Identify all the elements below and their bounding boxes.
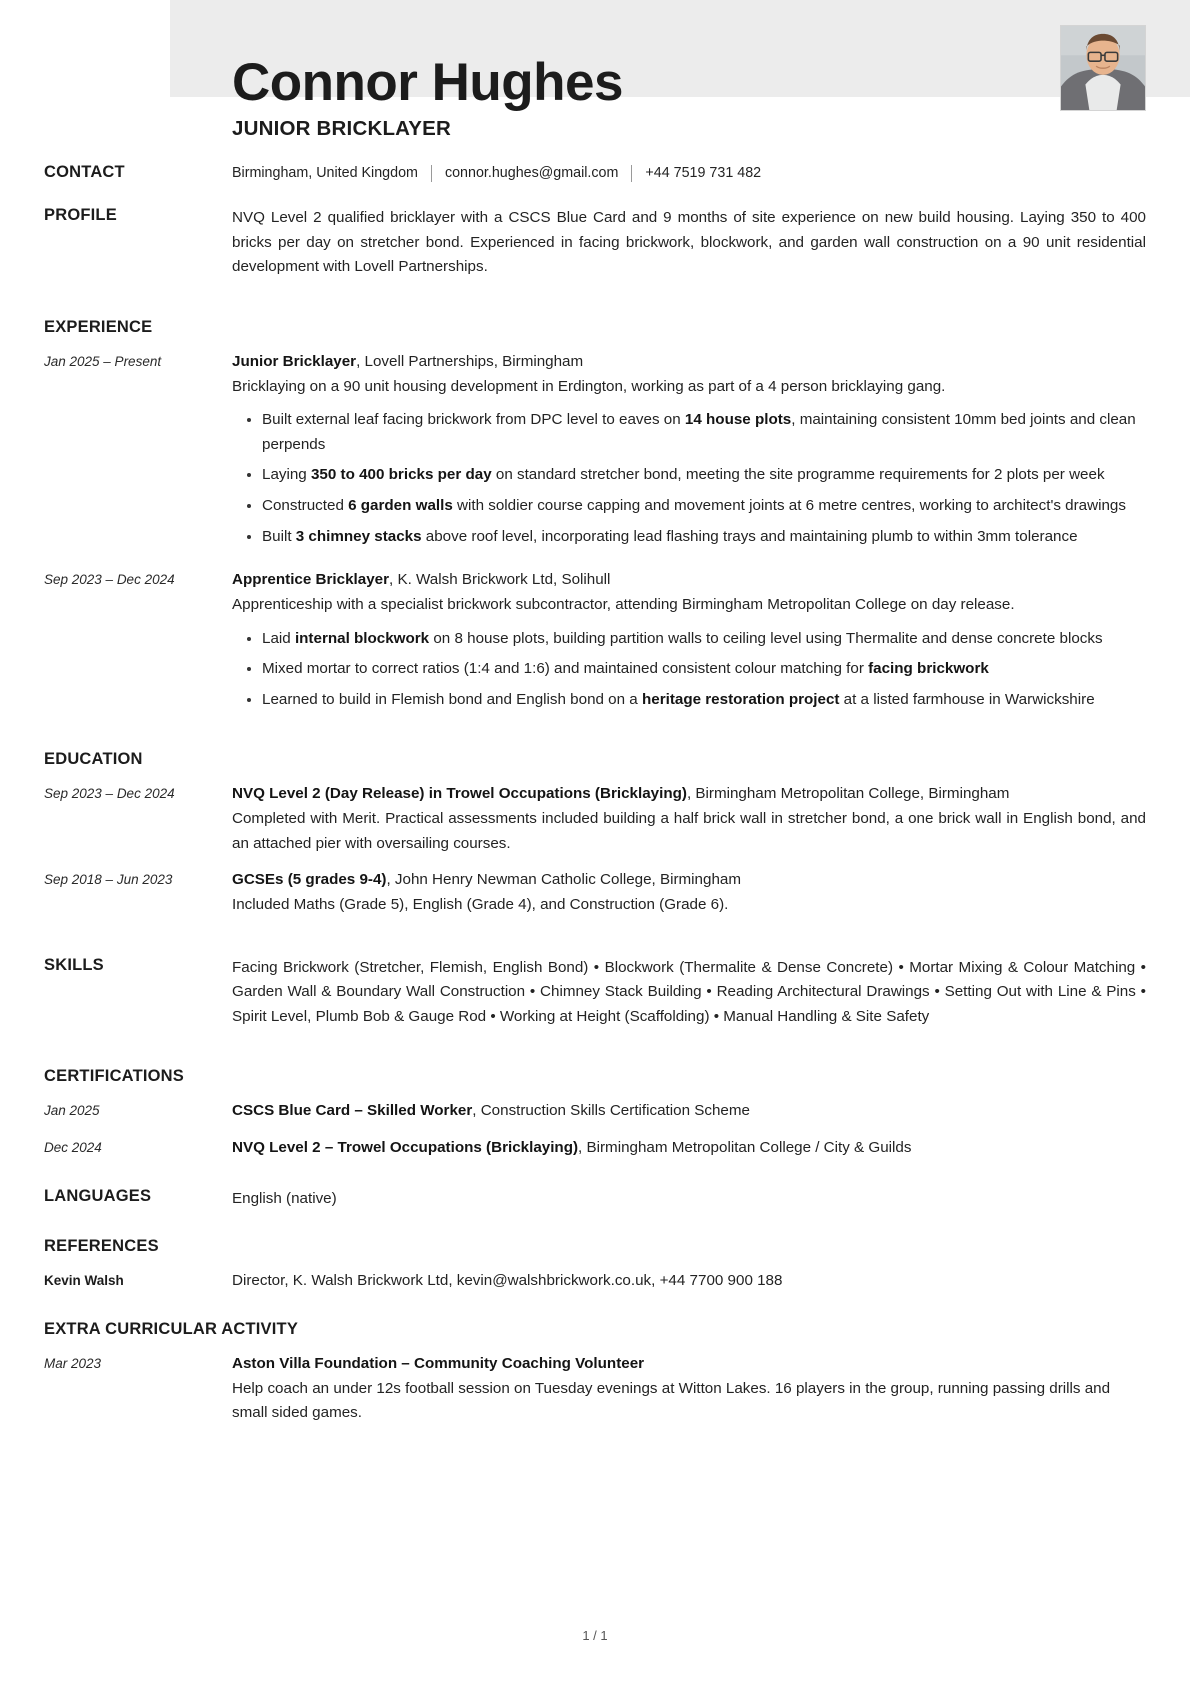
experience-entry-summary: Bricklaying on a 90 unit housing development in Erdington, working as part of a 4 person bricklaying gang. — [232, 377, 946, 395]
contact-phone[interactable]: +44 7519 731 482 — [645, 164, 762, 181]
experience-entry-role: Apprentice Bricklayer — [232, 571, 390, 589]
reference-entry — [44, 1269, 1146, 1294]
contact-label: CONTACT — [44, 162, 125, 181]
extra-curricular-heading: EXTRA CURRICULAR ACTIVITY — [44, 1319, 299, 1338]
certification-entry-name: CSCS Blue Card – Skilled Worker — [232, 1102, 473, 1120]
page-footer — [0, 1628, 1190, 1643]
extra-curricular-entry-title — [232, 1352, 1146, 1377]
references-section — [44, 1237, 1146, 1294]
page-title: Connor Hughes — [232, 53, 623, 112]
extra-curricular-entry — [44, 1352, 1146, 1426]
education-entry-date: Sep 2018 – Jun 2023 — [44, 872, 173, 888]
education-entry — [44, 868, 1146, 917]
extra-curricular-entry-summary: Help coach an under 12s football session on Tuesday evenings at Witton Lakes. 16 players in the group, running passing drills and small sided games. — [232, 1379, 1111, 1422]
experience-entry-date: Jan 2025 – Present — [44, 353, 162, 369]
extra-curricular-section — [44, 1320, 1146, 1426]
certification-entry-title — [232, 1136, 1146, 1161]
skills-text: Facing Brickwork (Stretcher, Flemish, English Bond) • Blockwork (Thermalite & Dense Concrete) • Mortar Mixing & Colour Matching • Garden Wall & Boundary Wall Construction • Chimney Stack Building • Reading Architectural Drawings • Setting Out with Line & Pins • Spirit Level, Plumb Bob & Gauge Rod • Working at Height (Scaffolding) • Manual Handling & Site Safety — [232, 958, 1146, 1025]
list-item: Laying 350 to 400 bricks per day on standard stretcher bond, meeting the site programme requirements for 2 plots per week — [262, 463, 1146, 488]
list-item: Built 3 chimney stacks above roof level, incorporating lead flashing trays and maintaining plumb to within 3mm tolerance — [262, 525, 1146, 550]
certification-entry-name: NVQ Level 2 – Trowel Occupations (Bricklaying) — [232, 1139, 579, 1157]
resume-header — [44, 0, 1146, 141]
list-item: Mixed mortar to correct ratios (1:4 and 1:6) and maintained consistent colour matching for facing brickwork — [262, 657, 1146, 682]
references-heading: REFERENCES — [44, 1237, 159, 1256]
contact-location: Birmingham, United Kingdom — [232, 164, 418, 181]
education-entry-meta: , Birmingham Metropolitan College, Birmingham — [686, 785, 1010, 803]
skills-label: SKILLS — [44, 955, 104, 974]
education-entry-meta: , John Henry Newman Catholic College, Birmingham — [386, 871, 741, 889]
certification-entry-title — [232, 1099, 1146, 1124]
education-entry — [44, 782, 1146, 856]
job-title: JUNIOR BRICKLAYER — [232, 116, 452, 140]
certification-entry-meta: , Birmingham Metropolitan College / City & Guilds — [578, 1139, 912, 1157]
certification-entry-date: Dec 2024 — [44, 1140, 102, 1156]
languages-label: LANGUAGES — [44, 1186, 152, 1205]
extra-curricular-entry-name: Aston Villa Foundation – Community Coaching Volunteer — [232, 1354, 645, 1372]
experience-entry-role: Junior Bricklayer — [232, 352, 357, 370]
experience-entry — [44, 568, 1146, 712]
contact-divider-icon — [631, 165, 632, 182]
experience-section — [44, 318, 1146, 713]
education-entry-date: Sep 2023 – Dec 2024 — [44, 786, 175, 802]
list-item: Built external leaf facing brickwork from DPC level to eaves on 14 house plots, maintaining consistent 10mm bed joints and clean perpends — [262, 408, 1146, 457]
education-entry-summary: Included Maths (Grade 5), English (Grade 4), and Construction (Grade 6). — [232, 895, 729, 913]
education-heading: EDUCATION — [44, 750, 143, 769]
certifications-section — [44, 1067, 1146, 1160]
experience-heading: EXPERIENCE — [44, 317, 153, 336]
avatar — [1060, 25, 1146, 111]
list-item: Constructed 6 garden walls with soldier course capping and movement joints at 6 metre centres, working to architect's drawings — [262, 494, 1146, 519]
languages-text: English (native) — [232, 1189, 337, 1207]
list-item: Learned to build in Flemish bond and English bond on a heritage restoration project at a listed farmhouse in Warwickshire — [262, 688, 1146, 713]
profile-section — [44, 206, 1146, 280]
certification-entry — [44, 1136, 1146, 1161]
certification-entry-meta: , Construction Skills Certification Scheme — [472, 1102, 750, 1120]
contact-section — [44, 163, 1146, 184]
education-entry-degree: NVQ Level 2 (Day Release) in Trowel Occupations (Bricklaying) — [232, 785, 687, 803]
education-entry-degree: GCSEs (5 grades 9-4) — [232, 871, 387, 889]
contact-divider-icon — [431, 165, 432, 182]
education-entry-summary: Completed with Merit. Practical assessments included building a half brick wall in stretcher bond, a one brick wall in English bond, and an attached pier with oversailing courses. — [232, 810, 1146, 852]
reference-name: Kevin Walsh — [44, 1273, 124, 1289]
experience-entry-date: Sep 2023 – Dec 2024 — [44, 572, 175, 588]
certification-entry — [44, 1099, 1146, 1124]
contact-details — [232, 163, 1146, 184]
certification-entry-date: Jan 2025 — [44, 1103, 100, 1119]
experience-entry-summary: Apprenticeship with a specialist brickwork subcontractor, attending Birmingham Metropolitan College on day release. — [232, 595, 1015, 613]
experience-entry-bullets — [232, 627, 1146, 713]
experience-entry-meta: , K. Walsh Brickwork Ltd, Solihull — [389, 571, 611, 589]
languages-section — [44, 1187, 1146, 1212]
education-entry-title — [232, 782, 1146, 807]
experience-entry-title — [232, 568, 1146, 593]
education-entry-title — [232, 868, 1146, 893]
person-photo-icon — [1061, 26, 1145, 110]
extra-curricular-entry-date: Mar 2023 — [44, 1355, 102, 1371]
contact-email[interactable]: connor.hughes@gmail.com — [444, 164, 619, 181]
list-item: Laid internal blockwork on 8 house plots, building partition walls to ceiling level using Thermalite and dense concrete blocks — [262, 627, 1146, 652]
reference-details: Director, K. Walsh Brickwork Ltd, kevin@walshbrickwork.co.uk, +44 7700 900 188 — [232, 1272, 783, 1290]
skills-section — [44, 956, 1146, 1030]
certifications-heading: CERTIFICATIONS — [44, 1067, 184, 1086]
page-indicator: 1 / 1 — [582, 1628, 608, 1643]
education-section — [44, 750, 1146, 917]
experience-entry-bullets — [232, 408, 1146, 549]
profile-label: PROFILE — [44, 206, 117, 225]
experience-entry-title — [232, 350, 1146, 375]
experience-entry-meta: , Lovell Partnerships, Birmingham — [356, 352, 584, 370]
experience-entry — [44, 350, 1146, 549]
profile-text: NVQ Level 2 qualified bricklayer with a CSCS Blue Card and 9 months of site experience on new build housing. Laying 350 to 400 bricks per day on stretcher bond. Experienced in facing brickwork, blockwork, and garden wall construction on a 90 unit residential development with Lovell Partnerships. — [232, 209, 1146, 276]
